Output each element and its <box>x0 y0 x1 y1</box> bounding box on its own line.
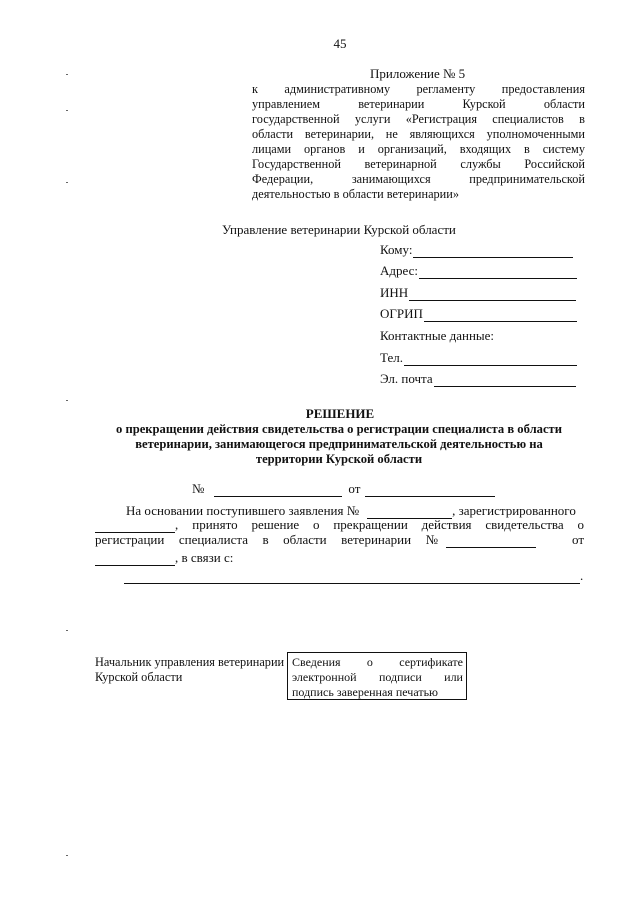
word: организаций, <box>377 142 447 156</box>
word: решение <box>251 517 300 532</box>
page-number: 45 <box>333 36 347 51</box>
word: к <box>252 82 258 96</box>
word: специалистов <box>492 112 564 126</box>
word: управлением <box>252 97 320 111</box>
signatory-position <box>95 655 284 685</box>
word: ветеринарии, <box>304 127 375 141</box>
recipient-contacts <box>380 328 494 344</box>
certificate-number-line[interactable] <box>446 535 536 548</box>
decision-subtitle: о прекращении действия свидетельства о регистрации специалиста в области ветеринарии, занимающегося предпринимательской деятельностью на территории Курской области <box>116 422 562 466</box>
certificate-signature-box <box>287 652 467 700</box>
appendix-line <box>252 172 585 187</box>
body-certificate-text <box>95 532 438 548</box>
word: специалиста <box>178 532 248 547</box>
word: Российской <box>524 157 585 171</box>
recipient-address-line[interactable] <box>419 265 577 279</box>
word: Сведения <box>292 655 341 669</box>
decision-number-label: № <box>192 481 205 496</box>
body-decision-text <box>192 517 584 533</box>
recipient-inn-label: ИНН <box>380 285 409 300</box>
word: «Регистрация <box>405 112 478 126</box>
body-line-2 <box>95 517 584 533</box>
recipient-address-label: Адрес: <box>380 263 418 278</box>
reason-line[interactable] <box>124 571 580 584</box>
cert-row-3: подпись заверенная печатью <box>292 685 439 699</box>
word: предоставления <box>501 82 585 96</box>
word: в <box>524 142 530 156</box>
body-line-3 <box>95 532 584 548</box>
scan-mark <box>66 400 68 401</box>
scan-mark <box>66 855 68 856</box>
appendix-text <box>252 82 585 202</box>
word: о <box>313 517 320 532</box>
recipient-to-line[interactable] <box>413 244 573 258</box>
signatory-line-1: Начальник управления ветеринарии <box>95 655 285 669</box>
recipient-phone-label: Тел. <box>380 350 403 365</box>
word: подписи <box>378 670 422 684</box>
appendix-line <box>252 112 585 127</box>
decision-number-line[interactable] <box>214 484 342 497</box>
word: свидетельства <box>485 517 564 532</box>
recipient-contacts-label: Контактные данные: <box>380 328 495 343</box>
word: области <box>283 532 327 547</box>
word: в <box>262 532 269 547</box>
word: входящих <box>459 142 512 156</box>
recipient-to-field[interactable] <box>380 242 573 258</box>
word: электронной <box>292 670 357 684</box>
recipient-ogrip-line[interactable] <box>424 308 577 322</box>
certificate-date-line[interactable] <box>95 553 175 566</box>
word: являющихся <box>409 127 475 141</box>
issuer-name: Управление ветеринарии Курской области <box>222 222 456 237</box>
word: систему <box>542 142 585 156</box>
recipient-inn-line[interactable] <box>409 287 576 301</box>
word: службы <box>460 157 501 171</box>
recipient-phone-field[interactable] <box>380 350 577 366</box>
scan-mark <box>66 74 68 75</box>
body-period: . <box>580 568 584 583</box>
word: лицами <box>252 142 292 156</box>
cert-row-2 <box>292 670 463 685</box>
word: области <box>543 97 585 111</box>
word: прекращении <box>333 517 408 532</box>
decision-number-row <box>192 481 495 497</box>
recipient-ogrip-field[interactable] <box>380 306 577 322</box>
word: не <box>385 127 398 141</box>
word: регистрации <box>95 532 165 547</box>
word: и <box>358 142 365 156</box>
recipient-to-label: Кому: <box>380 242 413 257</box>
body-application-text: На основании поступившего заявления № <box>126 503 360 518</box>
word: ветеринарии <box>341 532 412 547</box>
recipient-address-field[interactable] <box>380 263 577 279</box>
recipient-email-line[interactable] <box>434 373 576 387</box>
word: области <box>252 127 294 141</box>
scan-mark <box>66 630 68 631</box>
scan-mark <box>66 110 68 111</box>
decision-date-label: от <box>348 481 361 496</box>
appendix-line <box>252 157 585 172</box>
scan-mark <box>66 182 68 183</box>
recipient-ogrip-label: ОГРИП <box>380 306 423 321</box>
body-registered-text: , зарегистрированного <box>452 503 576 518</box>
body-line-4 <box>95 550 233 566</box>
cert-row-1 <box>292 655 463 670</box>
recipient-phone-line[interactable] <box>404 352 577 366</box>
word: занимающихся <box>351 172 431 186</box>
word: органов <box>304 142 346 156</box>
body-from-label: от <box>571 532 584 547</box>
recipient-inn-field[interactable] <box>380 285 576 301</box>
word: в <box>579 112 585 126</box>
word: № <box>425 532 438 547</box>
decision-title: РЕШЕНИЕ <box>305 406 375 421</box>
word: предпринимательской <box>469 172 585 186</box>
appendix-line <box>252 82 585 97</box>
signatory-line-2: Курской области <box>95 670 183 684</box>
word: административному <box>284 82 391 96</box>
word: о <box>366 655 373 669</box>
word: действия <box>421 517 472 532</box>
word: Федерации, <box>252 172 314 186</box>
recipient-email-label: Эл. почта <box>380 371 433 386</box>
appendix-line <box>252 127 585 142</box>
word: сертификате <box>399 655 463 669</box>
word: Курской <box>462 97 506 111</box>
word: государственной <box>252 112 340 126</box>
word: услуги <box>354 112 391 126</box>
word: принято <box>192 517 238 532</box>
word: ветеринарии <box>358 97 425 111</box>
body-line-5 <box>124 568 583 584</box>
word: регламенту <box>416 82 476 96</box>
recipient-email-field[interactable] <box>380 371 576 387</box>
word: уполномоченными <box>486 127 585 141</box>
appendix-line <box>252 97 585 112</box>
word: ветеринарной <box>364 157 437 171</box>
appendix-line <box>252 142 585 157</box>
decision-date-line[interactable] <box>365 484 495 497</box>
body-reason-label: , в связи с: <box>175 550 234 565</box>
appendix-line: деятельностью в области ветеринарии» <box>252 187 459 201</box>
body-comma: , <box>175 517 179 532</box>
word: Государственной <box>252 157 341 171</box>
word: или <box>444 670 463 684</box>
word: о <box>577 517 584 532</box>
appendix-title: Приложение № 5 <box>370 66 466 81</box>
